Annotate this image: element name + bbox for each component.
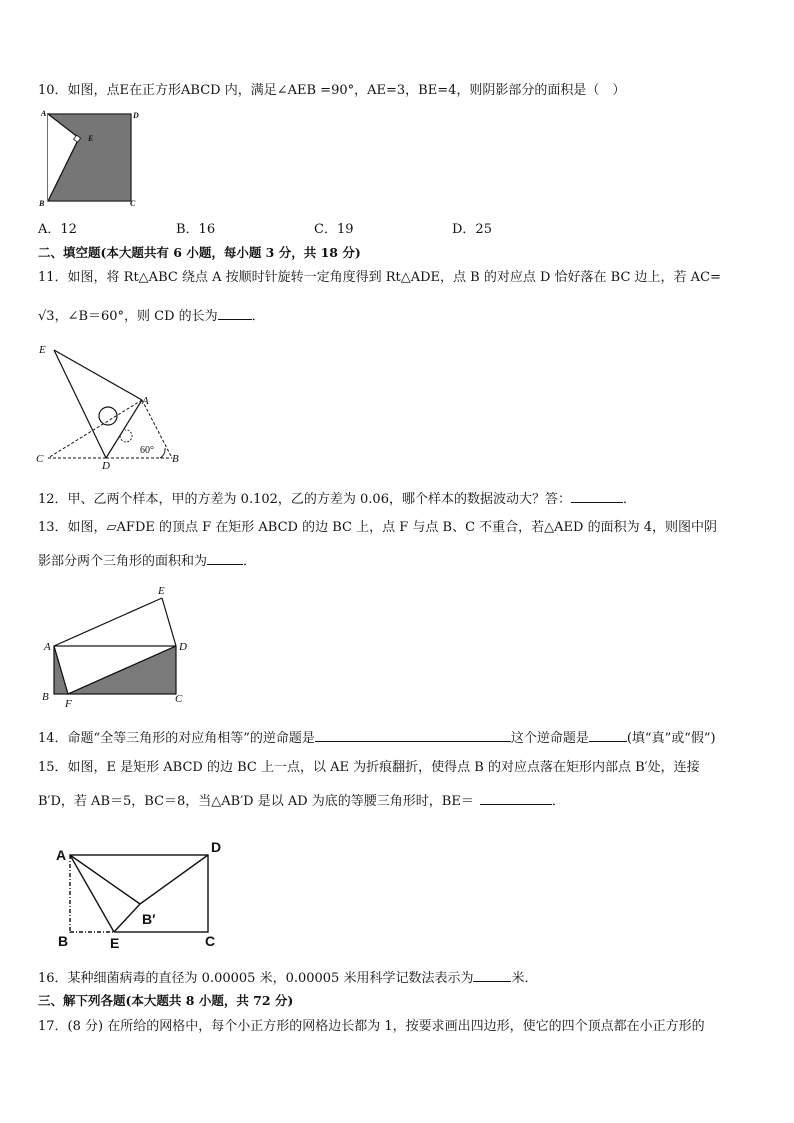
q11-line2	[38, 307, 265, 325]
q15-line2	[38, 792, 565, 810]
q10-label-a: A	[41, 109, 47, 118]
section3-heading: 三、解下列各题(本大题共 8 小题，共 72 分)	[38, 993, 294, 1008]
q11-answer-blank[interactable]	[218, 307, 252, 320]
q10-figure	[36, 108, 146, 210]
q11-figure	[34, 340, 194, 470]
q10-label-d: D	[133, 111, 139, 120]
q15-line2-text: B′D，若 AB＝5，BC＝8，当△AB′D 是以 AD 为底的等腰三角形时，BE＝	[38, 794, 474, 809]
q12-line	[38, 490, 636, 508]
q15-label-b-prime: B′	[142, 911, 156, 927]
q15-label-c: C	[205, 933, 216, 949]
q11-label-a: A	[142, 395, 149, 407]
q12-end: ．	[622, 492, 636, 507]
q10-label-c: C	[130, 199, 136, 208]
q10-option-b: B．16	[176, 222, 216, 237]
q13-label-d: D	[179, 641, 187, 653]
q14-part3: (填“真”或“假”)	[626, 731, 716, 746]
q13-answer-blank[interactable]	[207, 552, 243, 565]
q13-line2-text: 影部分两个三角形的面积和为	[38, 554, 208, 569]
q13-figure	[38, 584, 198, 712]
q14-answer-blank-1[interactable]	[315, 729, 511, 742]
q11-angle-label: 60°	[140, 445, 154, 456]
q11-label-d: D	[102, 460, 110, 472]
q12-text: 12．甲、乙两个样本，甲的方差为 0.102，乙的方差为 0.06，哪个样本的数据波动大？答：	[38, 492, 571, 507]
q11-sqrt3: √3	[38, 309, 55, 324]
q13-end: ．	[243, 554, 257, 569]
q10-label-b: B	[39, 199, 45, 208]
q11-period: ．	[251, 309, 265, 324]
q10-option-d: D．25	[452, 222, 492, 237]
q14-part2: 这个逆命题是	[510, 731, 589, 746]
q15-label-a: A	[56, 847, 67, 863]
section2-heading: 二、填空题(本大题共有 6 小题，每小题 3 分，共 18 分)	[38, 245, 361, 260]
q11-line1: 11．如图，将 Rt△ABC 绕点 A 按顺时针旋转一定角度得到 Rt△ADE，点 B 的对应点 D 恰好落在 BC 边上，若 AC=	[38, 270, 721, 285]
q16-end: 米．	[511, 971, 538, 986]
q13-label-e: E	[158, 585, 165, 597]
q12-answer-blank[interactable]	[571, 490, 623, 503]
q15-label-e: E	[110, 935, 120, 951]
q15-line1: 15．如图，E 是矩形 ABCD 的边 BC 上一点，以 AE 为折痕翻折，使得点 B 的对应点落在矩形内部点 B′处，连接	[38, 760, 700, 775]
q13-label-a: A	[44, 641, 51, 653]
q16-text: 16．某种细菌病毒的直径为 0.00005 米，0.00005 米用科学记数法表示为	[38, 971, 474, 986]
q10-option-c: C．19	[314, 222, 354, 237]
q11-label-e: E	[39, 344, 46, 356]
q13-line1: 13．如图，▱AFDE 的顶点 F 在矩形 ABCD 的边 BC 上，点 F 与点 B、C 不重合，若△AED 的面积为 4，则图中阴	[38, 520, 717, 535]
q15-end: ．	[551, 794, 565, 809]
q10-text: 10．如图，点E在正方形ABCD 内，满足∠AEB =90°，AE=3，BE=4，则阴影部分的面积是（ ）	[38, 83, 626, 98]
q15-label-b: B	[58, 933, 69, 949]
q15-figure	[52, 838, 232, 953]
q10-option-a: A．12	[38, 222, 77, 237]
q11-label-c: C	[36, 453, 44, 465]
q17-text: 17．(8 分) 在所给的网格中，每个小正方形的网格边长都为 1，按要求画出四边形，使它的四个顶点都在小正方形的	[38, 1019, 705, 1034]
q14-answer-blank-2[interactable]	[589, 729, 627, 742]
q13-line2	[38, 552, 256, 570]
q16-line	[38, 969, 537, 987]
q10-label-e: E	[88, 134, 94, 143]
q15-answer-blank[interactable]	[480, 792, 552, 805]
q11-line2-text: ，∠B＝60°，则 CD 的长为	[54, 309, 218, 324]
q14-line	[38, 729, 716, 747]
q13-label-f: F	[65, 698, 72, 710]
q13-label-b: B	[42, 691, 49, 703]
q11-label-b: B	[172, 453, 179, 465]
q14-part1: 14．命题“全等三角形的对应角相等”的逆命题是	[38, 731, 315, 746]
q13-label-c: C	[175, 693, 183, 705]
q16-answer-blank[interactable]	[473, 969, 511, 982]
q15-label-d: D	[211, 839, 222, 855]
